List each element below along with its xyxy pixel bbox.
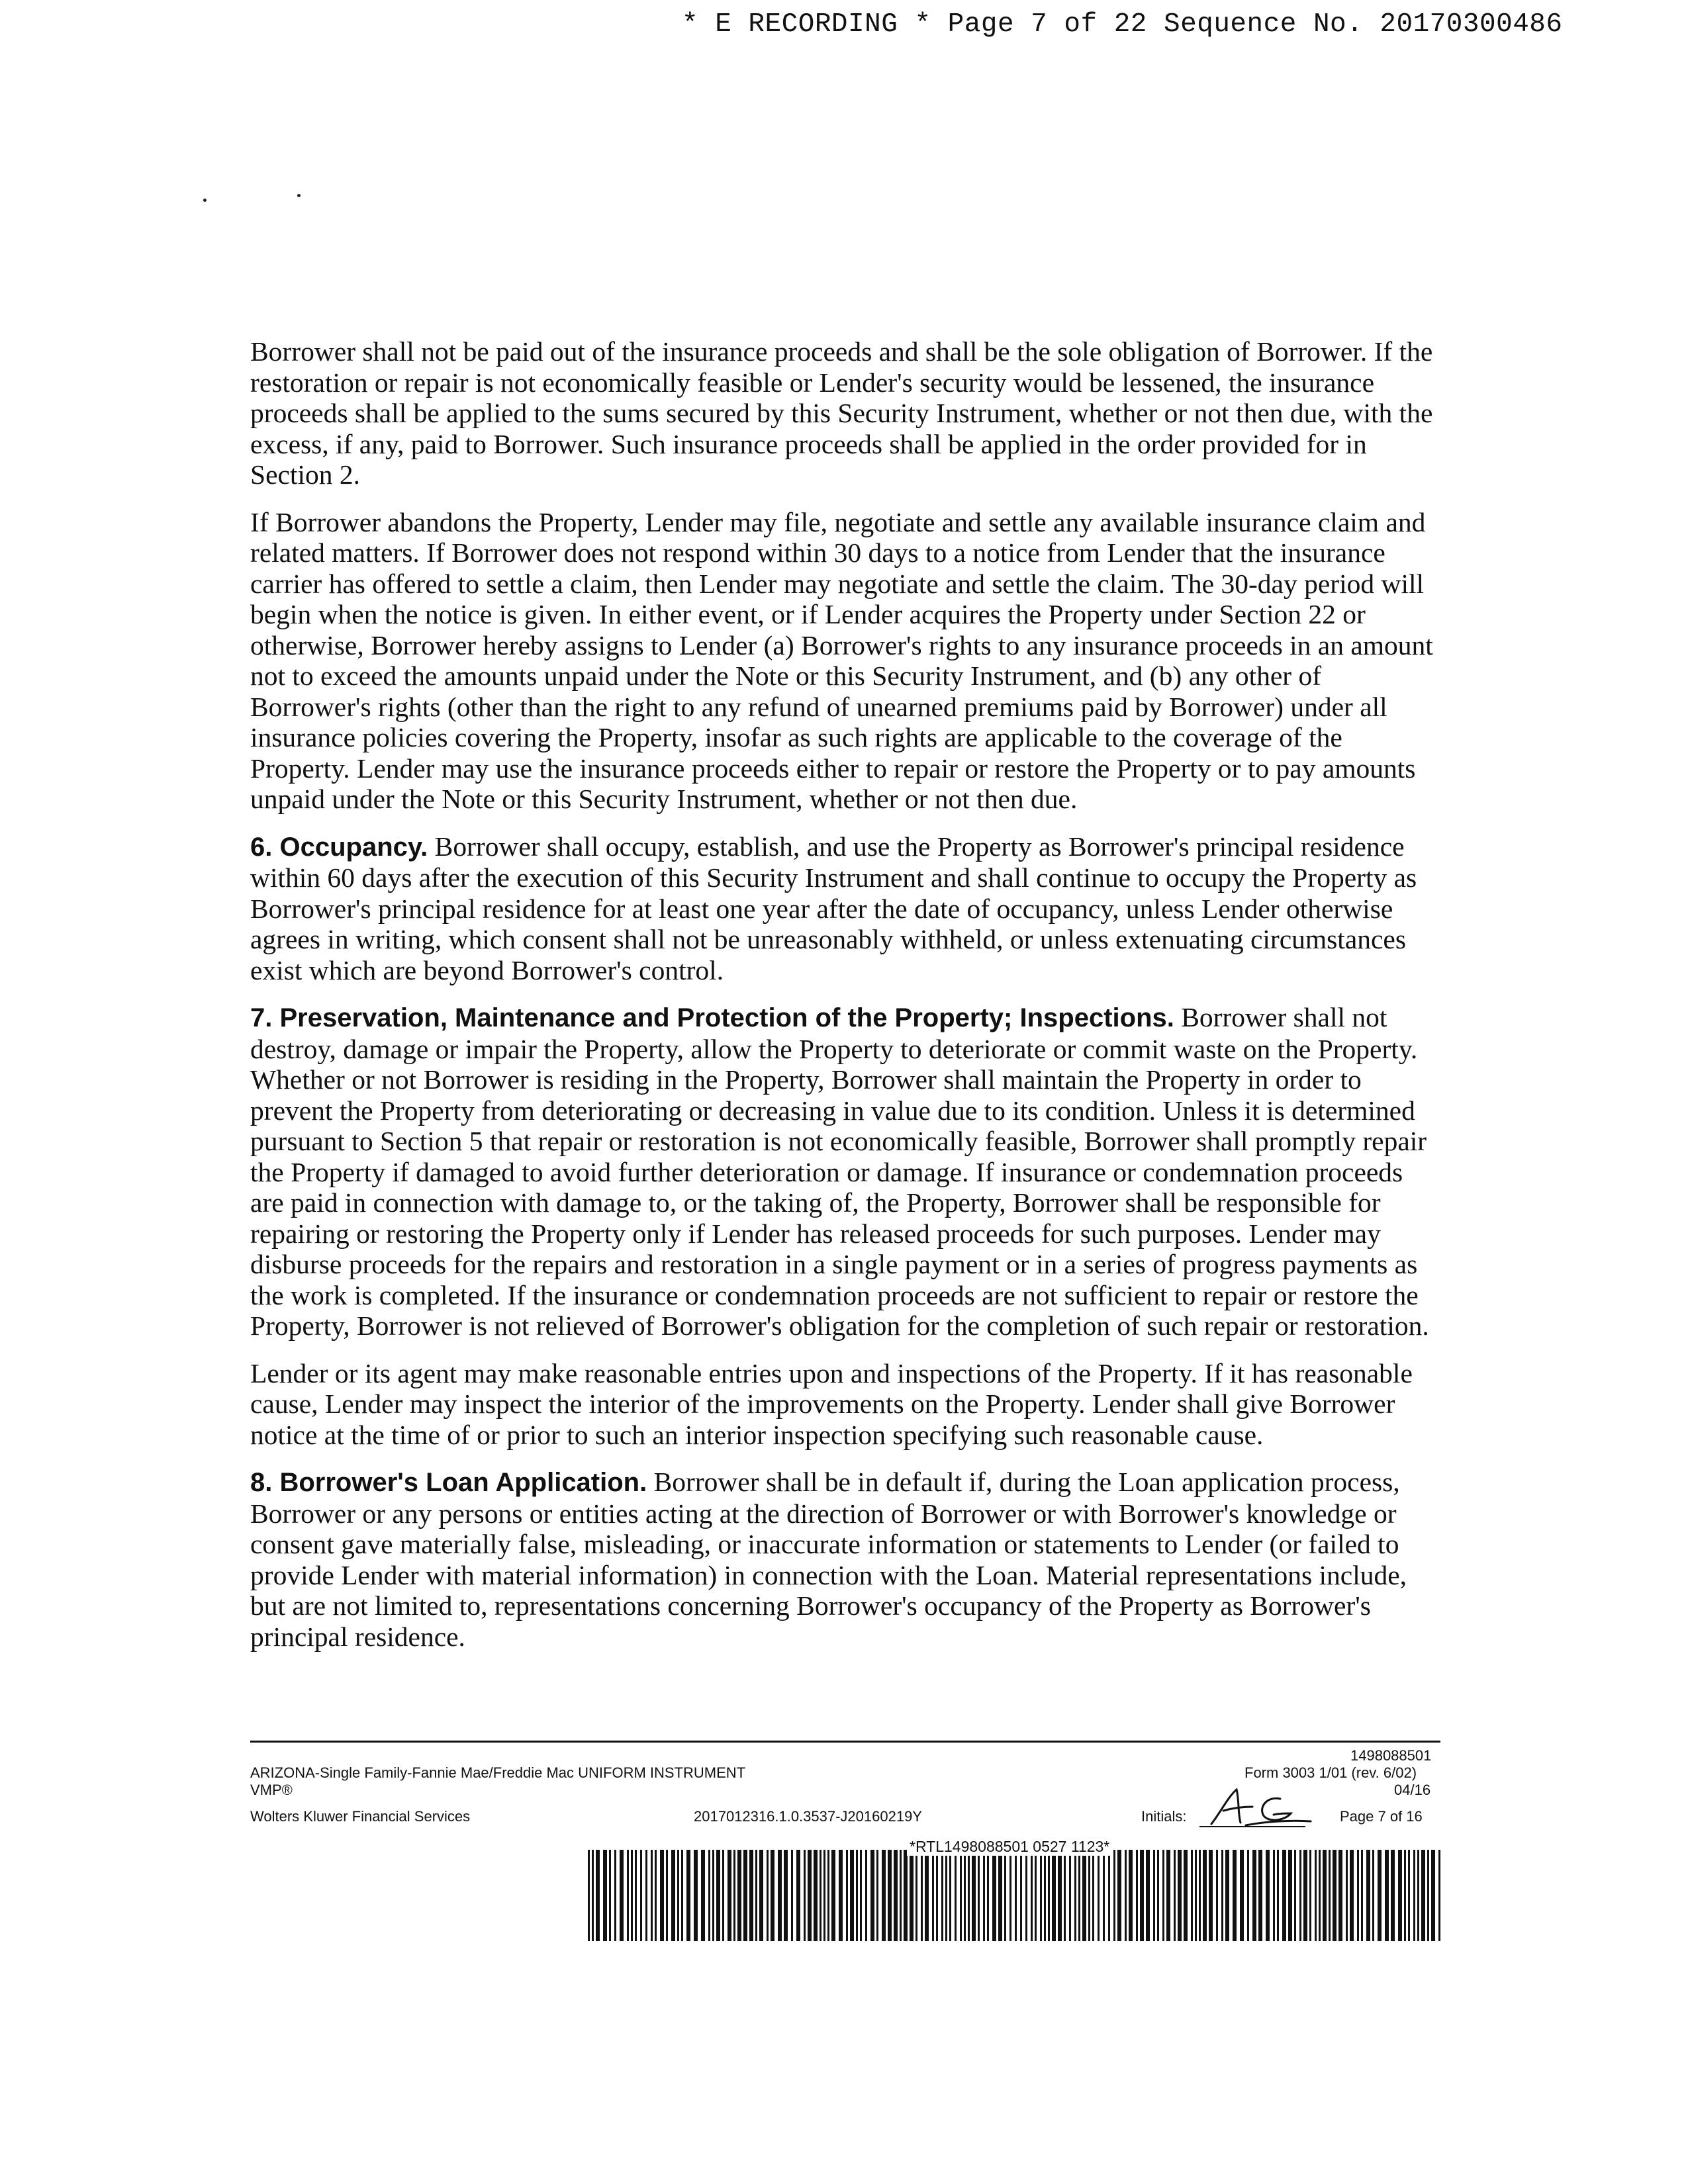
- barcode-text: *RTL1498088501 0527 1123*: [907, 1838, 1112, 1856]
- loan-number: 1498088501: [1350, 1747, 1432, 1764]
- section-6-occupancy: [250, 831, 1442, 986]
- publisher: Wolters Kluwer Financial Services: [250, 1808, 471, 1825]
- form-revision: 04/16: [1394, 1782, 1431, 1798]
- section-text: Borrower shall occupy, establish, and use the Property as Borrower's principal residence within 60 days after the execution of this Security Instrument and shall continue to occupy the Property as Borrower's principal residence for at least one year after the date of occupancy, unless Lender otherwise agrees in writing, which consent shall not be unreasonably withheld, or unless extenuating circumstances exist which are beyond Borrower's control.: [250, 831, 1417, 985]
- scan-speck: [297, 194, 301, 197]
- section-8-loan-application: [250, 1467, 1442, 1652]
- document-code: 2017012316.1.0.3537-J20160219Y: [694, 1808, 922, 1825]
- section-title: 8. Borrower's Loan Application.: [250, 1468, 647, 1497]
- section-title: 7. Preservation, Maintenance and Protection of the Property; Inspections.: [250, 1003, 1174, 1032]
- form-number: Form 3003 1/01 (rev. 6/02): [1244, 1764, 1417, 1781]
- section-text: Borrower shall not destroy, damage or impair the Property, allow the Property to deteriorate or commit waste on the Property. Whether or not Borrower is residing in the Property, Borrower shall maintain the Property in order to prevent the Property from deteriorating or decreasing in value due to its condition. Unless it is determined pursuant to Section 5 that repair or restoration is not economically feasible, Borrower shall promptly repair the Property if damaged to avoid further deterioration or damage. If insurance or condemnation proceeds are paid in connection with damage to, or the taking of, the Property, Borrower shall be responsible for repairing or restoring the Property only if Lender has released proceeds for such purposes. Lender may disburse proceeds for the repairs and restoration in a single payment or in a series of progress payments as the work is completed. If the insurance or condemnation proceeds are not sufficient to repair or restore the Property, Borrower is not relieved of Borrower's obligation for the completion of such repair or restoration.: [250, 1002, 1429, 1341]
- barcode: [588, 1850, 1440, 1941]
- scan-speck: [203, 199, 207, 202]
- document-body: [250, 336, 1442, 1668]
- paragraph-inspections: Lender or its agent may make reasonable entries upon and inspections of the Property. If it has reasonable cause, Lender may inspect the interior of the improvements on the Property. Lender shall give Borrower notice at the time of or prior to such an interior inspection specifying such reasonable cause.: [250, 1357, 1413, 1450]
- page-number: Page 7 of 16: [1340, 1808, 1423, 1825]
- footer-divider: [250, 1741, 1440, 1743]
- vmp-mark: VMP®: [250, 1782, 293, 1798]
- section-text: Borrower shall be in default if, during the Loan application process, Borrower or any persons or entities acting at the direction of Borrower or with Borrower's knowledge or consent gave materially false, misleading, or inaccurate information or statements to Lender (or failed to provide Lender with material information) in connection with the Loan. Material representations include, but are not limited to, representations concerning Borrower's occupancy of the Property as Borrower's principal residence.: [250, 1467, 1407, 1652]
- section-7-preservation: [250, 1002, 1442, 1342]
- paragraph-abandonment: If Borrower abandons the Property, Lender may file, negotiate and settle any available insurance claim and related matters. If Borrower does not respond within 30 days to a notice from Lender that the insurance carrier has offered to settle a claim, then Lender may negotiate and settle the claim. The 30-day period will begin when the notice is given. In either event, or if Lender acquires the Property under Section 22 or otherwise, Borrower hereby assigns to Lender (a) Borrower's rights to any insurance proceeds in an amount not to exceed the amounts unpaid under the Note or this Security Instrument, and (b) any other of Borrower's rights (other than the right to any refund of unearned premiums paid by Borrower) under all insurance policies covering the Property, insofar as such rights are applicable to the coverage of the Property. Lender may use the insurance proceeds either to repair or restore the Property or to pay amounts unpaid under the Note or this Security Instrument, whether or not then due.: [250, 506, 1433, 814]
- form-name: ARIZONA-Single Family-Fannie Mae/Freddie Mac UNIFORM INSTRUMENT: [250, 1764, 746, 1781]
- paragraph-insurance-proceeds: Borrower shall not be paid out of the insurance proceeds and shall be the sole obligation of Borrower. If the restoration or repair is not economically feasible or Lender's security would be lessened, the insurance proceeds shall be applied to the sums secured by this Security Instrument, whether or not then due, with the excess, if any, paid to Borrower. Such insurance proceeds shall be applied in the order provided for in Section 2.: [250, 336, 1433, 490]
- recording-header: * E RECORDING * Page 7 of 22 Sequence No. 20170300486: [682, 9, 1563, 40]
- initials-signature: [1206, 1787, 1312, 1828]
- section-title: 6. Occupancy.: [250, 832, 428, 862]
- initials-label: Initials:: [1141, 1808, 1187, 1825]
